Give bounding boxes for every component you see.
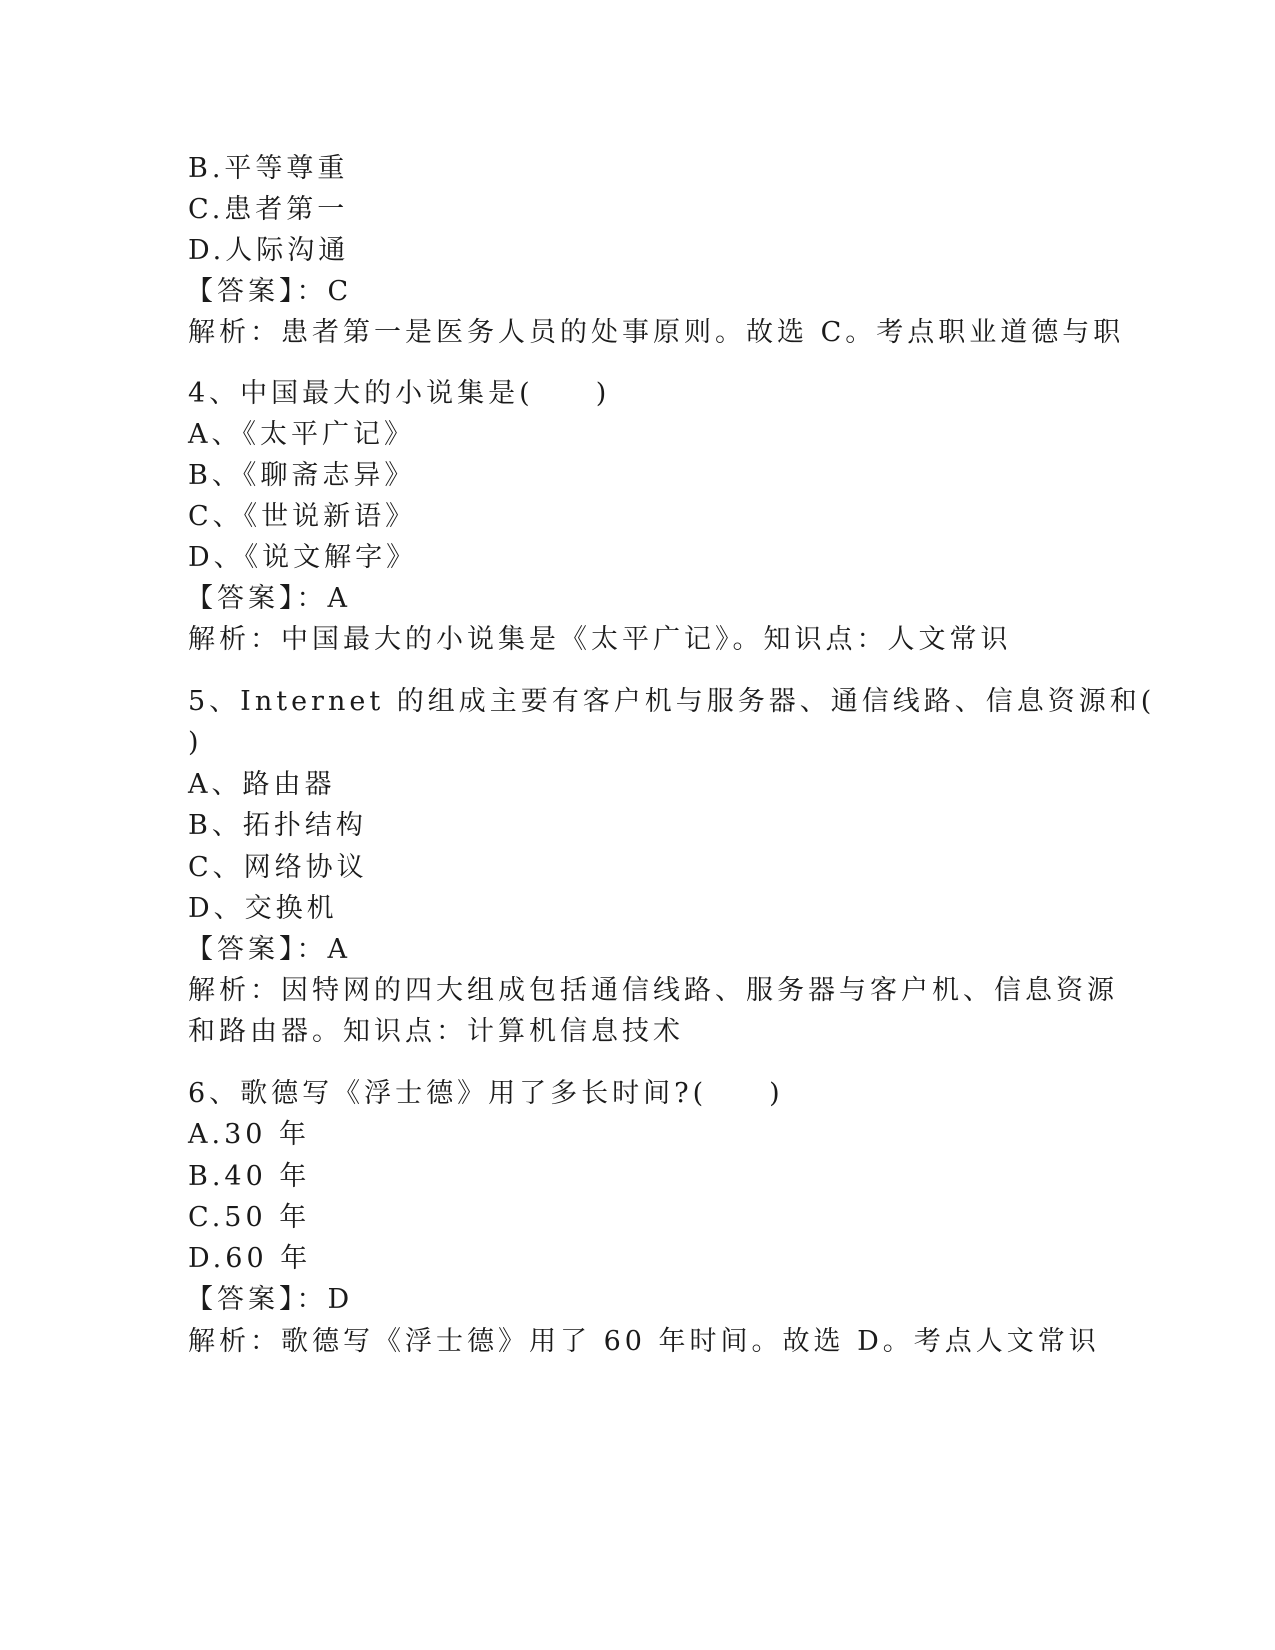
question-5-continued: ) (188, 727, 203, 758)
option-d-q6: D.60 年 (188, 1243, 312, 1274)
explanation-q5-continued: 和路由器。知识点：计算机信息技术 (188, 1016, 684, 1047)
option-b-q5: B、拓扑结构 (188, 810, 367, 841)
answer-q3: 【答案】：C (186, 276, 353, 307)
question-5: 5、Internet 的组成主要有客户机与服务器、通信线路、信息资源和( (188, 686, 1156, 717)
option-a-q6: A.30 年 (188, 1119, 311, 1150)
option-b-q3: B.平等尊重 (188, 153, 349, 184)
question-6: 6、歌德写《浮士德》用了多长时间?( ) (188, 1078, 784, 1109)
explanation-q3: 解析：患者第一是医务人员的处事原则。故选 C。考点职业道德与职 (188, 317, 1125, 348)
option-c-q3: C.患者第一 (188, 194, 349, 225)
answer-q4: 【答案】：A (186, 583, 351, 614)
option-c-q5: C、网络协议 (188, 852, 368, 883)
answer-q6: 【答案】：D (186, 1284, 354, 1315)
option-a-q5: A、路由器 (188, 769, 336, 800)
option-b-q6: B.40 年 (188, 1161, 311, 1192)
option-a-q4: A、《太平广记》 (188, 419, 415, 450)
option-d-q3: D.人际沟通 (188, 235, 350, 266)
question-4: 4、中国最大的小说集是( ) (188, 378, 611, 409)
option-d-q4: D、《说文解字》 (188, 542, 418, 573)
explanation-q5: 解析：因特网的四大组成包括通信线路、服务器与客户机、信息资源 (188, 975, 1118, 1006)
option-b-q4: B、《聊斋志异》 (188, 460, 416, 491)
explanation-q4: 解析：中国最大的小说集是《太平广记》。知识点：人文常识 (188, 624, 1012, 655)
option-d-q5: D、交换机 (188, 893, 338, 924)
option-c-q4: C、《世说新语》 (188, 501, 417, 532)
explanation-q6: 解析：歌德写《浮士德》用了 60 年时间。故选 D。考点人文常识 (188, 1326, 1100, 1357)
answer-q5: 【答案】：A (186, 934, 351, 965)
option-c-q6: C.50 年 (188, 1202, 311, 1233)
